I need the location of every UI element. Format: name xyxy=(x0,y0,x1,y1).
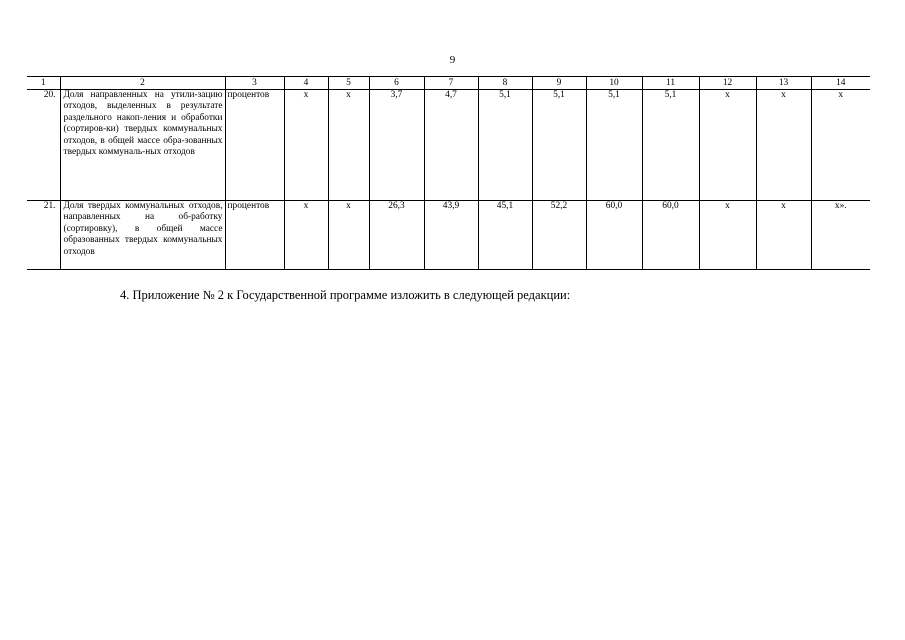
column-header: 6 xyxy=(369,77,424,90)
value-cell: х xyxy=(756,201,811,270)
value-cell: 60,0 xyxy=(642,201,699,270)
value-cell: 4,7 xyxy=(424,90,478,201)
column-header: 13 xyxy=(756,77,811,90)
row-number: 20. xyxy=(27,90,60,201)
column-header: 4 xyxy=(284,77,328,90)
column-header: 5 xyxy=(328,77,369,90)
body-paragraph: 4. Приложение № 2 к Государственной программе изложить в следующей редакции: xyxy=(120,288,571,302)
column-header: 3 xyxy=(225,77,284,90)
column-header: 7 xyxy=(424,77,478,90)
page-number: 9 xyxy=(449,54,456,66)
column-header: 9 xyxy=(532,77,586,90)
column-header: 2 xyxy=(60,77,225,90)
value-cell: 5,1 xyxy=(532,90,586,201)
value-cell: х xyxy=(328,90,369,201)
indicators-table xyxy=(27,76,870,270)
value-cell: 45,1 xyxy=(478,201,532,270)
value-cell: 5,1 xyxy=(642,90,699,201)
unit-cell: процентов xyxy=(225,201,284,270)
value-cell: 5,1 xyxy=(478,90,532,201)
value-cell: 26,3 xyxy=(369,201,424,270)
table-row xyxy=(27,90,870,201)
value-cell: х xyxy=(284,201,328,270)
value-cell: 60,0 xyxy=(586,201,642,270)
row-number: 21. xyxy=(27,201,60,270)
value-cell: х». xyxy=(811,201,870,270)
value-cell: х xyxy=(699,90,756,201)
column-header: 12 xyxy=(699,77,756,90)
indicator-name: Доля направленных на утили-зацию отходов, выделенных в результате раздельного накоп-ления и обработки (сортиров-ки) твердых коммунальных отходов, в общей массе обра-зованных твердых коммуналь-ных отходов xyxy=(60,90,225,201)
value-cell: х xyxy=(811,90,870,201)
value-cell: х xyxy=(756,90,811,201)
value-cell: х xyxy=(699,201,756,270)
column-header: 10 xyxy=(586,77,642,90)
value-cell: 5,1 xyxy=(586,90,642,201)
column-header: 14 xyxy=(811,77,870,90)
value-cell: 3,7 xyxy=(369,90,424,201)
value-cell: 52,2 xyxy=(532,201,586,270)
indicator-name: Доля твердых коммунальных отходов, направленных на об-работку (сортировку), в общей массе образованных твердых коммунальных отходов xyxy=(60,201,225,270)
value-cell: 43,9 xyxy=(424,201,478,270)
table-row xyxy=(27,201,870,270)
column-header: 8 xyxy=(478,77,532,90)
value-cell: х xyxy=(284,90,328,201)
column-header: 1 xyxy=(27,77,60,90)
column-header: 11 xyxy=(642,77,699,90)
value-cell: х xyxy=(328,201,369,270)
table-header-row xyxy=(27,77,870,90)
unit-cell: процентов xyxy=(225,90,284,201)
